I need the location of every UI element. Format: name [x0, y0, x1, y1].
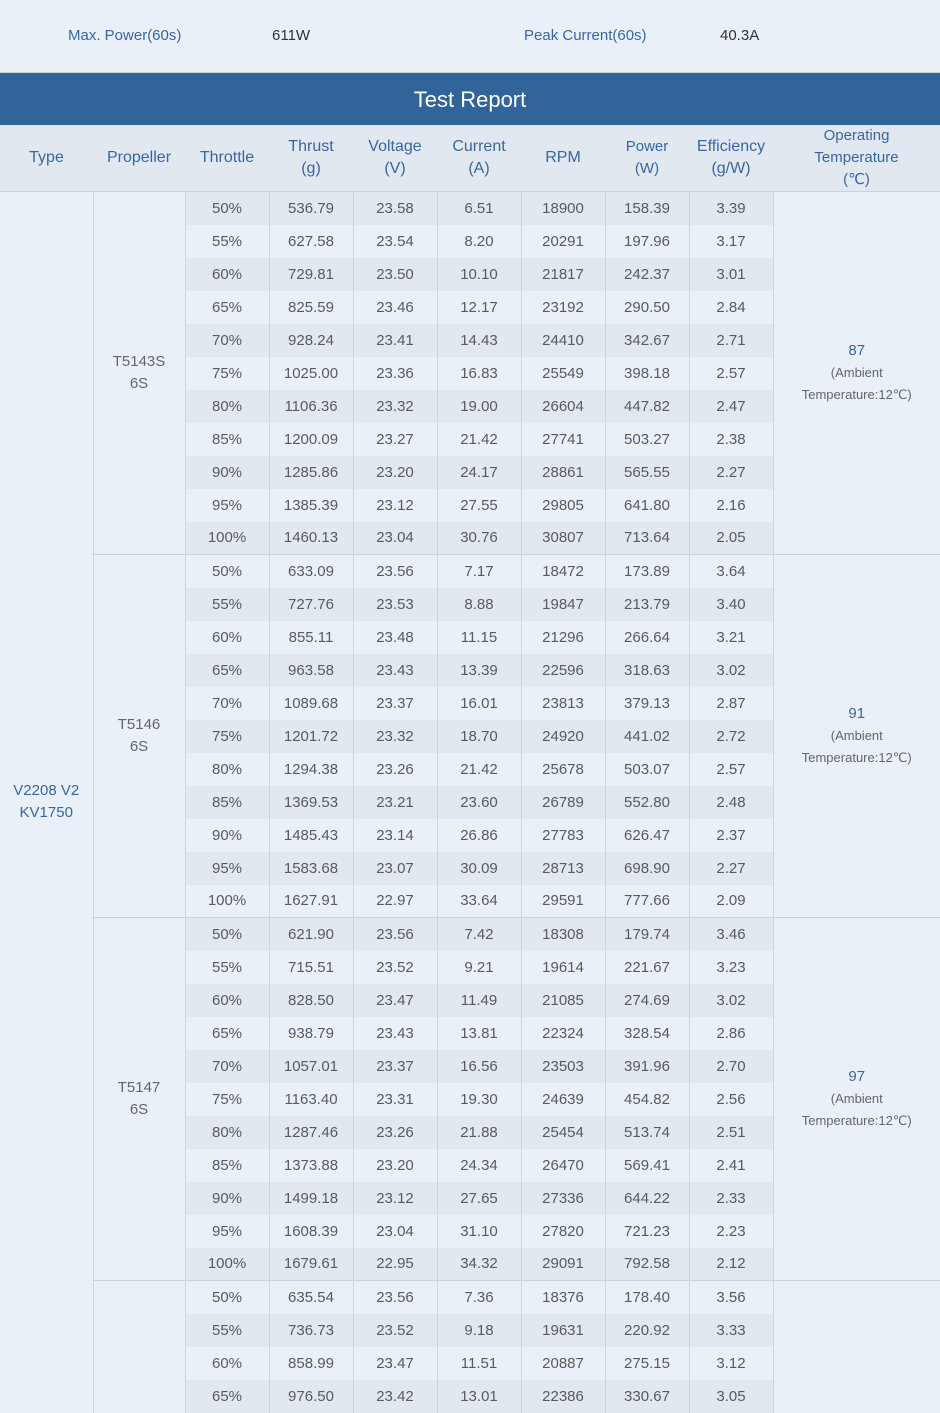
- voltage-cell: 23.43: [353, 1017, 437, 1050]
- throttle-cell: 55%: [185, 225, 269, 258]
- power-cell: 644.22: [605, 1182, 689, 1215]
- current-cell: 23.60: [437, 786, 521, 819]
- throttle-cell: 65%: [185, 654, 269, 687]
- efficiency-cell: 3.02: [689, 984, 773, 1017]
- throttle-cell: 60%: [185, 621, 269, 654]
- power-cell: 220.92: [605, 1314, 689, 1347]
- power-cell: 266.64: [605, 621, 689, 654]
- voltage-cell: 23.20: [353, 456, 437, 489]
- rpm-cell: 23813: [521, 687, 605, 720]
- power-cell: 173.89: [605, 555, 689, 588]
- current-cell: 24.34: [437, 1149, 521, 1182]
- rpm-cell: 24920: [521, 720, 605, 753]
- power-cell: 342.67: [605, 324, 689, 357]
- thrust-cell: 1106.36: [269, 390, 353, 423]
- power-cell: 721.23: [605, 1215, 689, 1248]
- efficiency-cell: 2.57: [689, 753, 773, 786]
- thrust-cell: 963.58: [269, 654, 353, 687]
- test-report-banner: Test Report: [0, 72, 940, 125]
- thrust-cell: 1679.61: [269, 1248, 353, 1281]
- rpm-cell: 26604: [521, 390, 605, 423]
- current-cell: 11.15: [437, 621, 521, 654]
- thrust-cell: 715.51: [269, 951, 353, 984]
- throttle-cell: 65%: [185, 1017, 269, 1050]
- rpm-cell: 18308: [521, 918, 605, 951]
- column-header-operating-temperature: Operating Temperature (℃): [773, 125, 940, 192]
- current-cell: 11.49: [437, 984, 521, 1017]
- power-cell: 328.54: [605, 1017, 689, 1050]
- power-cell: 454.82: [605, 1083, 689, 1116]
- thrust-cell: 1287.46: [269, 1116, 353, 1149]
- throttle-cell: 60%: [185, 984, 269, 1017]
- voltage-cell: 23.54: [353, 225, 437, 258]
- current-cell: 19.30: [437, 1083, 521, 1116]
- throttle-cell: 70%: [185, 324, 269, 357]
- power-cell: 213.79: [605, 588, 689, 621]
- throttle-cell: 75%: [185, 357, 269, 390]
- efficiency-cell: 3.17: [689, 225, 773, 258]
- column-header-throttle: Throttle: [185, 125, 269, 192]
- voltage-cell: 23.58: [353, 192, 437, 225]
- thrust-cell: 736.73: [269, 1314, 353, 1347]
- rpm-cell: 25454: [521, 1116, 605, 1149]
- throttle-cell: 85%: [185, 1149, 269, 1182]
- thrust-cell: 1460.13: [269, 522, 353, 555]
- column-header-type: Type: [0, 125, 93, 192]
- power-cell: 792.58: [605, 1248, 689, 1281]
- efficiency-cell: 2.71: [689, 324, 773, 357]
- thrust-cell: 633.09: [269, 555, 353, 588]
- power-cell: 447.82: [605, 390, 689, 423]
- rpm-cell: 22386: [521, 1380, 605, 1413]
- table-row: [0, 918, 940, 951]
- efficiency-cell: 3.05: [689, 1380, 773, 1413]
- voltage-cell: 23.12: [353, 489, 437, 522]
- voltage-cell: 23.20: [353, 1149, 437, 1182]
- current-cell: 21.42: [437, 423, 521, 456]
- operating-temperature-cell: [773, 1281, 940, 1413]
- power-cell: 274.69: [605, 984, 689, 1017]
- throttle-cell: 80%: [185, 753, 269, 786]
- voltage-cell: 23.56: [353, 1281, 437, 1314]
- current-cell: 21.42: [437, 753, 521, 786]
- rpm-cell: 21085: [521, 984, 605, 1017]
- power-cell: 626.47: [605, 819, 689, 852]
- current-cell: 24.17: [437, 456, 521, 489]
- rpm-cell: 24410: [521, 324, 605, 357]
- efficiency-cell: 3.33: [689, 1314, 773, 1347]
- column-header-thrust: Thrust (g): [269, 125, 353, 192]
- throttle-cell: 50%: [185, 555, 269, 588]
- thrust-cell: 1373.88: [269, 1149, 353, 1182]
- operating-temperature-cell: [773, 192, 940, 555]
- column-header-propeller: Propeller: [93, 125, 185, 192]
- test-report-table: [0, 125, 940, 1413]
- rpm-cell: 26789: [521, 786, 605, 819]
- efficiency-cell: 2.51: [689, 1116, 773, 1149]
- current-cell: 16.01: [437, 687, 521, 720]
- thrust-cell: 1583.68: [269, 852, 353, 885]
- rpm-cell: 21817: [521, 258, 605, 291]
- propeller-cell: T5146 6S: [93, 555, 185, 918]
- voltage-cell: 23.52: [353, 1314, 437, 1347]
- efficiency-cell: 2.87: [689, 687, 773, 720]
- rpm-cell: 27336: [521, 1182, 605, 1215]
- thrust-cell: 621.90: [269, 918, 353, 951]
- efficiency-cell: 3.64: [689, 555, 773, 588]
- power-cell: 698.90: [605, 852, 689, 885]
- rpm-cell: 23192: [521, 291, 605, 324]
- operating-temperature-cell: [773, 555, 940, 918]
- operating-temperature-cell: [773, 918, 940, 1281]
- current-cell: 8.88: [437, 588, 521, 621]
- throttle-cell: 95%: [185, 1215, 269, 1248]
- voltage-cell: 23.07: [353, 852, 437, 885]
- power-cell: 379.13: [605, 687, 689, 720]
- efficiency-cell: 2.27: [689, 456, 773, 489]
- efficiency-cell: 2.41: [689, 1149, 773, 1182]
- current-cell: 31.10: [437, 1215, 521, 1248]
- current-cell: 19.00: [437, 390, 521, 423]
- efficiency-cell: 3.23: [689, 951, 773, 984]
- voltage-cell: 23.26: [353, 1116, 437, 1149]
- throttle-cell: 55%: [185, 588, 269, 621]
- efficiency-cell: 2.70: [689, 1050, 773, 1083]
- current-cell: 18.70: [437, 720, 521, 753]
- throttle-cell: 75%: [185, 720, 269, 753]
- throttle-cell: 100%: [185, 522, 269, 555]
- thrust-cell: 1369.53: [269, 786, 353, 819]
- power-cell: 158.39: [605, 192, 689, 225]
- voltage-cell: 23.04: [353, 1215, 437, 1248]
- current-cell: 33.64: [437, 885, 521, 918]
- efficiency-cell: 3.46: [689, 918, 773, 951]
- throttle-cell: 100%: [185, 885, 269, 918]
- voltage-cell: 23.14: [353, 819, 437, 852]
- throttle-cell: 80%: [185, 390, 269, 423]
- peak-current-value: 40.3A: [720, 27, 759, 44]
- efficiency-cell: 2.27: [689, 852, 773, 885]
- voltage-cell: 22.95: [353, 1248, 437, 1281]
- rpm-cell: 26470: [521, 1149, 605, 1182]
- efficiency-cell: 2.09: [689, 885, 773, 918]
- rpm-cell: 27783: [521, 819, 605, 852]
- power-cell: 290.50: [605, 291, 689, 324]
- power-cell: 441.02: [605, 720, 689, 753]
- efficiency-cell: 3.01: [689, 258, 773, 291]
- current-cell: 11.51: [437, 1347, 521, 1380]
- power-cell: 503.27: [605, 423, 689, 456]
- current-cell: 30.09: [437, 852, 521, 885]
- thrust-cell: 1200.09: [269, 423, 353, 456]
- thrust-cell: 1627.91: [269, 885, 353, 918]
- throttle-cell: 55%: [185, 951, 269, 984]
- current-cell: 9.18: [437, 1314, 521, 1347]
- throttle-cell: 90%: [185, 819, 269, 852]
- thrust-cell: 928.24: [269, 324, 353, 357]
- rpm-cell: 27741: [521, 423, 605, 456]
- power-cell: 197.96: [605, 225, 689, 258]
- voltage-cell: 23.32: [353, 720, 437, 753]
- current-cell: 21.88: [437, 1116, 521, 1149]
- thrust-cell: 727.76: [269, 588, 353, 621]
- thrust-cell: 1485.43: [269, 819, 353, 852]
- table-row: [0, 1281, 940, 1314]
- efficiency-cell: 2.37: [689, 819, 773, 852]
- current-cell: 13.81: [437, 1017, 521, 1050]
- column-header-efficiency: Efficiency (g/W): [689, 125, 773, 192]
- voltage-cell: 23.41: [353, 324, 437, 357]
- rpm-cell: 23503: [521, 1050, 605, 1083]
- rpm-cell: 25549: [521, 357, 605, 390]
- voltage-cell: 23.47: [353, 984, 437, 1017]
- current-cell: 14.43: [437, 324, 521, 357]
- voltage-cell: 23.04: [353, 522, 437, 555]
- thrust-cell: 1057.01: [269, 1050, 353, 1083]
- rpm-cell: 19847: [521, 588, 605, 621]
- efficiency-cell: 2.72: [689, 720, 773, 753]
- thrust-cell: 1285.86: [269, 456, 353, 489]
- column-header-current: Current (A): [437, 125, 521, 192]
- current-cell: 34.32: [437, 1248, 521, 1281]
- power-cell: 565.55: [605, 456, 689, 489]
- power-cell: 179.74: [605, 918, 689, 951]
- temperature-value: 87: [774, 340, 940, 362]
- current-cell: 27.55: [437, 489, 521, 522]
- column-header-power: Power (W): [605, 125, 689, 192]
- voltage-cell: 23.27: [353, 423, 437, 456]
- efficiency-cell: 2.16: [689, 489, 773, 522]
- voltage-cell: 23.32: [353, 390, 437, 423]
- power-cell: 641.80: [605, 489, 689, 522]
- throttle-cell: 60%: [185, 1347, 269, 1380]
- power-cell: 552.80: [605, 786, 689, 819]
- power-cell: 713.64: [605, 522, 689, 555]
- power-cell: 318.63: [605, 654, 689, 687]
- voltage-cell: 23.56: [353, 555, 437, 588]
- rpm-cell: 21296: [521, 621, 605, 654]
- throttle-cell: 50%: [185, 918, 269, 951]
- throttle-cell: 95%: [185, 489, 269, 522]
- power-cell: 242.37: [605, 258, 689, 291]
- current-cell: 30.76: [437, 522, 521, 555]
- rpm-cell: 18900: [521, 192, 605, 225]
- power-cell: 330.67: [605, 1380, 689, 1413]
- voltage-cell: 23.21: [353, 786, 437, 819]
- thrust-cell: 627.58: [269, 225, 353, 258]
- peak-current-label: Peak Current(60s): [524, 27, 647, 44]
- power-cell: 503.07: [605, 753, 689, 786]
- power-cell: 513.74: [605, 1116, 689, 1149]
- ambient-temperature-note: (Ambient Temperature:12℃): [774, 1088, 940, 1132]
- efficiency-cell: 2.84: [689, 291, 773, 324]
- thrust-cell: 858.99: [269, 1347, 353, 1380]
- voltage-cell: 23.26: [353, 753, 437, 786]
- voltage-cell: 23.37: [353, 1050, 437, 1083]
- current-cell: 12.17: [437, 291, 521, 324]
- efficiency-cell: 2.05: [689, 522, 773, 555]
- summary-bar: [0, 0, 940, 72]
- temperature-value: 97: [774, 1066, 940, 1088]
- current-cell: 26.86: [437, 819, 521, 852]
- rpm-cell: 18472: [521, 555, 605, 588]
- power-cell: 221.67: [605, 951, 689, 984]
- voltage-cell: 23.46: [353, 291, 437, 324]
- efficiency-cell: 3.56: [689, 1281, 773, 1314]
- rpm-cell: 22596: [521, 654, 605, 687]
- propeller-cell: [93, 1281, 185, 1413]
- column-header-rpm: RPM: [521, 125, 605, 192]
- power-cell: 275.15: [605, 1347, 689, 1380]
- efficiency-cell: 2.57: [689, 357, 773, 390]
- table-row: [0, 555, 940, 588]
- thrust-cell: 938.79: [269, 1017, 353, 1050]
- table-header-row: [0, 125, 940, 192]
- rpm-cell: 19631: [521, 1314, 605, 1347]
- thrust-cell: 828.50: [269, 984, 353, 1017]
- voltage-cell: 23.48: [353, 621, 437, 654]
- rpm-cell: 22324: [521, 1017, 605, 1050]
- rpm-cell: 24639: [521, 1083, 605, 1116]
- thrust-cell: 976.50: [269, 1380, 353, 1413]
- thrust-cell: 1025.00: [269, 357, 353, 390]
- efficiency-cell: 3.02: [689, 654, 773, 687]
- thrust-cell: 1201.72: [269, 720, 353, 753]
- current-cell: 9.21: [437, 951, 521, 984]
- efficiency-cell: 3.21: [689, 621, 773, 654]
- throttle-cell: 90%: [185, 1182, 269, 1215]
- voltage-cell: 23.31: [353, 1083, 437, 1116]
- efficiency-cell: 2.38: [689, 423, 773, 456]
- power-cell: 398.18: [605, 357, 689, 390]
- throttle-cell: 85%: [185, 423, 269, 456]
- efficiency-cell: 2.33: [689, 1182, 773, 1215]
- efficiency-cell: 2.12: [689, 1248, 773, 1281]
- max-power-label: Max. Power(60s): [68, 27, 181, 44]
- thrust-cell: 729.81: [269, 258, 353, 291]
- power-cell: 569.41: [605, 1149, 689, 1182]
- max-power-value: 611W: [272, 27, 310, 44]
- current-cell: 16.83: [437, 357, 521, 390]
- thrust-cell: 536.79: [269, 192, 353, 225]
- thrust-cell: 855.11: [269, 621, 353, 654]
- propeller-cell: T5147 6S: [93, 918, 185, 1281]
- efficiency-cell: 2.47: [689, 390, 773, 423]
- rpm-cell: 30807: [521, 522, 605, 555]
- thrust-cell: 825.59: [269, 291, 353, 324]
- throttle-cell: 65%: [185, 291, 269, 324]
- rpm-cell: 29091: [521, 1248, 605, 1281]
- efficiency-cell: 2.48: [689, 786, 773, 819]
- throttle-cell: 100%: [185, 1248, 269, 1281]
- power-cell: 777.66: [605, 885, 689, 918]
- efficiency-cell: 3.40: [689, 588, 773, 621]
- current-cell: 6.51: [437, 192, 521, 225]
- throttle-cell: 70%: [185, 687, 269, 720]
- efficiency-cell: 3.12: [689, 1347, 773, 1380]
- current-cell: 7.42: [437, 918, 521, 951]
- thrust-cell: 1608.39: [269, 1215, 353, 1248]
- propeller-cell: T5143S 6S: [93, 192, 185, 555]
- throttle-cell: 60%: [185, 258, 269, 291]
- ambient-temperature-note: (Ambient Temperature:12℃): [774, 725, 940, 769]
- throttle-cell: 65%: [185, 1380, 269, 1413]
- current-cell: 10.10: [437, 258, 521, 291]
- rpm-cell: 28713: [521, 852, 605, 885]
- rpm-cell: 29805: [521, 489, 605, 522]
- thrust-cell: 635.54: [269, 1281, 353, 1314]
- current-cell: 16.56: [437, 1050, 521, 1083]
- current-cell: 7.17: [437, 555, 521, 588]
- throttle-cell: 95%: [185, 852, 269, 885]
- voltage-cell: 23.36: [353, 357, 437, 390]
- rpm-cell: 27820: [521, 1215, 605, 1248]
- voltage-cell: 23.53: [353, 588, 437, 621]
- throttle-cell: 80%: [185, 1116, 269, 1149]
- efficiency-cell: 2.86: [689, 1017, 773, 1050]
- temperature-value: 91: [774, 703, 940, 725]
- voltage-cell: 23.42: [353, 1380, 437, 1413]
- thrust-cell: 1089.68: [269, 687, 353, 720]
- rpm-cell: 18376: [521, 1281, 605, 1314]
- rpm-cell: 29591: [521, 885, 605, 918]
- throttle-cell: 75%: [185, 1083, 269, 1116]
- throttle-cell: 50%: [185, 192, 269, 225]
- voltage-cell: 23.43: [353, 654, 437, 687]
- power-cell: 391.96: [605, 1050, 689, 1083]
- voltage-cell: 23.50: [353, 258, 437, 291]
- thrust-cell: 1294.38: [269, 753, 353, 786]
- rpm-cell: 28861: [521, 456, 605, 489]
- table-row: [0, 192, 940, 225]
- throttle-cell: 55%: [185, 1314, 269, 1347]
- rpm-cell: 20291: [521, 225, 605, 258]
- thrust-cell: 1163.40: [269, 1083, 353, 1116]
- voltage-cell: 23.12: [353, 1182, 437, 1215]
- ambient-temperature-note: (Ambient Temperature:12℃): [774, 362, 940, 406]
- current-cell: 8.20: [437, 225, 521, 258]
- current-cell: 13.01: [437, 1380, 521, 1413]
- current-cell: 7.36: [437, 1281, 521, 1314]
- current-cell: 13.39: [437, 654, 521, 687]
- voltage-cell: 23.52: [353, 951, 437, 984]
- voltage-cell: 23.47: [353, 1347, 437, 1380]
- throttle-cell: 50%: [185, 1281, 269, 1314]
- motor-type-cell: V2208 V2 KV1750: [0, 192, 93, 1413]
- voltage-cell: 23.56: [353, 918, 437, 951]
- rpm-cell: 19614: [521, 951, 605, 984]
- rpm-cell: 25678: [521, 753, 605, 786]
- column-header-voltage: Voltage (V): [353, 125, 437, 192]
- voltage-cell: 22.97: [353, 885, 437, 918]
- efficiency-cell: 2.56: [689, 1083, 773, 1116]
- throttle-cell: 85%: [185, 786, 269, 819]
- power-cell: 178.40: [605, 1281, 689, 1314]
- efficiency-cell: 2.23: [689, 1215, 773, 1248]
- throttle-cell: 90%: [185, 456, 269, 489]
- throttle-cell: 70%: [185, 1050, 269, 1083]
- rpm-cell: 20887: [521, 1347, 605, 1380]
- thrust-cell: 1499.18: [269, 1182, 353, 1215]
- voltage-cell: 23.37: [353, 687, 437, 720]
- current-cell: 27.65: [437, 1182, 521, 1215]
- thrust-cell: 1385.39: [269, 489, 353, 522]
- efficiency-cell: 3.39: [689, 192, 773, 225]
